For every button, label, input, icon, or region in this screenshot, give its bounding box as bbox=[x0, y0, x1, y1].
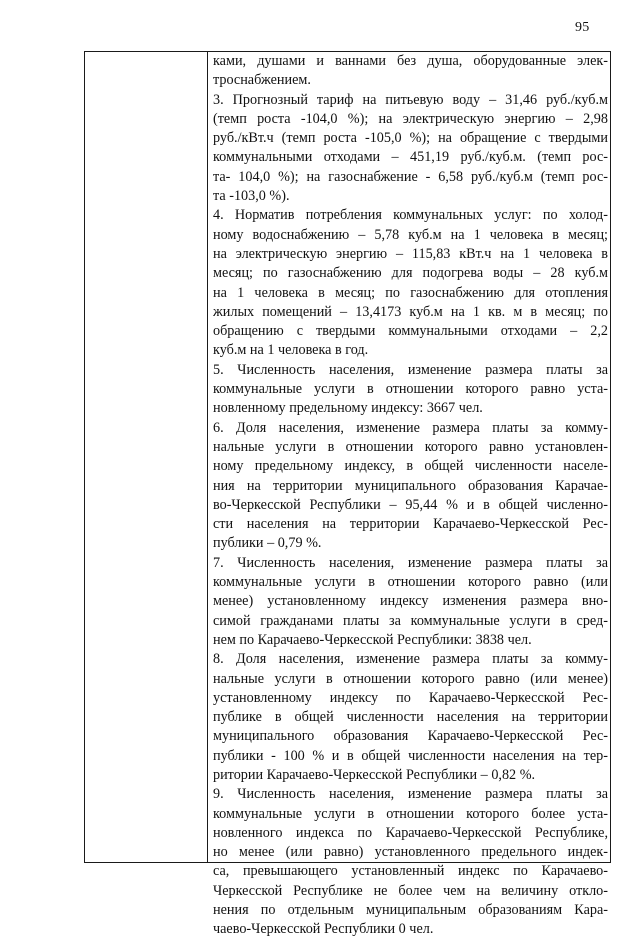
text-line: симой гражданами платы за коммунальные услуги в сред- bbox=[213, 612, 608, 629]
text-line: на 1 человека в месяц; по газоснабжению для отопления bbox=[213, 284, 608, 301]
text-line: менее) установленному индексу изменения размера вно- bbox=[213, 593, 608, 610]
text-line: ния на территории муниципального образования Карачае- bbox=[213, 477, 608, 494]
text-line: месяц; по газоснабжению для подогрева воды – 28 куб.м bbox=[213, 265, 608, 282]
text-line: 6. Доля населения, изменение размера платы за комму- bbox=[213, 419, 608, 436]
text-line: коммунальные услуги в отношении которого более уста- bbox=[213, 805, 608, 822]
text-line: чаево-Черкесской Республики 0 чел. bbox=[213, 921, 434, 938]
text-line: на электрическую энергию – 115,83 кВт.ч на 1 человека в bbox=[213, 245, 608, 262]
text-line: 9. Численность населения, изменение размера платы за bbox=[213, 786, 608, 803]
document-table bbox=[84, 51, 611, 938]
text-line: но менее (или равно) установленного предельного индек- bbox=[213, 844, 608, 861]
text-line: Черкесской Республике не более чем на величину откло- bbox=[213, 882, 608, 899]
text-line: сти населения на территории Карачаево-Черкесской Рес- bbox=[213, 516, 608, 533]
text-line: обращению с твердыми коммунальными отходами – 2,2 bbox=[213, 323, 608, 340]
text-line: ному водоснабжению – 5,78 куб.м на 1 человека в месяц; bbox=[213, 226, 608, 243]
text-line: 8. Доля населения, изменение размера платы за комму- bbox=[213, 651, 608, 668]
text-line: нальные услуги в отношении которого равно (или менее) bbox=[213, 670, 608, 687]
text-line: 7. Численность населения, изменение размера платы за bbox=[213, 554, 608, 571]
text-line: коммунальные услуги в отношении которого равно (или bbox=[213, 574, 608, 591]
right-column-text-cell bbox=[208, 52, 612, 938]
text-line: нальные услуги в отношении которого равно установлен- bbox=[213, 438, 608, 455]
text-line: ритории Карачаево-Черкесской Республики – 0,82 %. bbox=[213, 766, 536, 783]
text-line: установленному индексу по Карачаево-Черкесской Рес- bbox=[213, 689, 608, 706]
left-column-empty-cell bbox=[85, 52, 208, 862]
text-line: публики – 0,79 %. bbox=[213, 535, 322, 552]
page-number: 95 bbox=[575, 20, 590, 35]
text-line: 3. Прогнозный тариф на питьевую воду – 31,46 руб./куб.м bbox=[213, 91, 608, 108]
text-line: новленного индекса по Карачаево-Черкесской Республике, bbox=[213, 824, 608, 841]
text-line: руб./кВт.ч (темп роста -105,0 %); на обращение с твердыми bbox=[213, 130, 608, 147]
text-line: коммунальные услуги в отношении которого равно уста- bbox=[213, 381, 608, 398]
text-line: публики - 100 % и в общей численности населения на тер- bbox=[213, 747, 608, 764]
text-line: публике в общей численности населения на территории bbox=[213, 709, 608, 726]
text-line: 5. Численность населения, изменение размера платы за bbox=[213, 361, 608, 378]
text-line: (темп роста -104,0 %); на электрическую энергию – 2,98 bbox=[213, 110, 608, 127]
text-line: та -103,0 %). bbox=[213, 188, 290, 205]
text-line: жилых помещений – 13,4173 куб.м на 1 кв. м в месяц; по bbox=[213, 303, 608, 320]
text-line: коммунальными отходами – 451,19 руб./куб.м. (темп рос- bbox=[213, 149, 608, 166]
text-line: новленному предельному индексу: 3667 чел. bbox=[213, 400, 483, 417]
text-line: троснабжением. bbox=[213, 72, 311, 89]
text-line: ками, душами и ваннами без душа, оборудованные элек- bbox=[213, 53, 608, 69]
text-line: куб.м на 1 человека в год. bbox=[213, 342, 369, 359]
text-line: муниципального образования Карачаево-Черкесской Рес- bbox=[213, 728, 608, 745]
text-line: са, превышающего установленный индекс по Карачаево- bbox=[213, 863, 608, 880]
text-line: нения по отдельным муниципальным образованиям Кара- bbox=[213, 902, 608, 919]
text-line: во-Черкесской Республики – 95,44 % и в общей численно- bbox=[213, 496, 608, 513]
text-line: нем по Карачаево-Черкесской Республики: 3838 чел. bbox=[213, 631, 532, 648]
text-line: та- 104,0 %); на газоснабжение - 6,58 руб./куб.м (темп рос- bbox=[213, 168, 608, 185]
text-line: ному предельному индексу, в общей численности населе- bbox=[213, 458, 608, 475]
text-line: 4. Норматив потребления коммунальных услуг: по холод- bbox=[213, 207, 608, 224]
